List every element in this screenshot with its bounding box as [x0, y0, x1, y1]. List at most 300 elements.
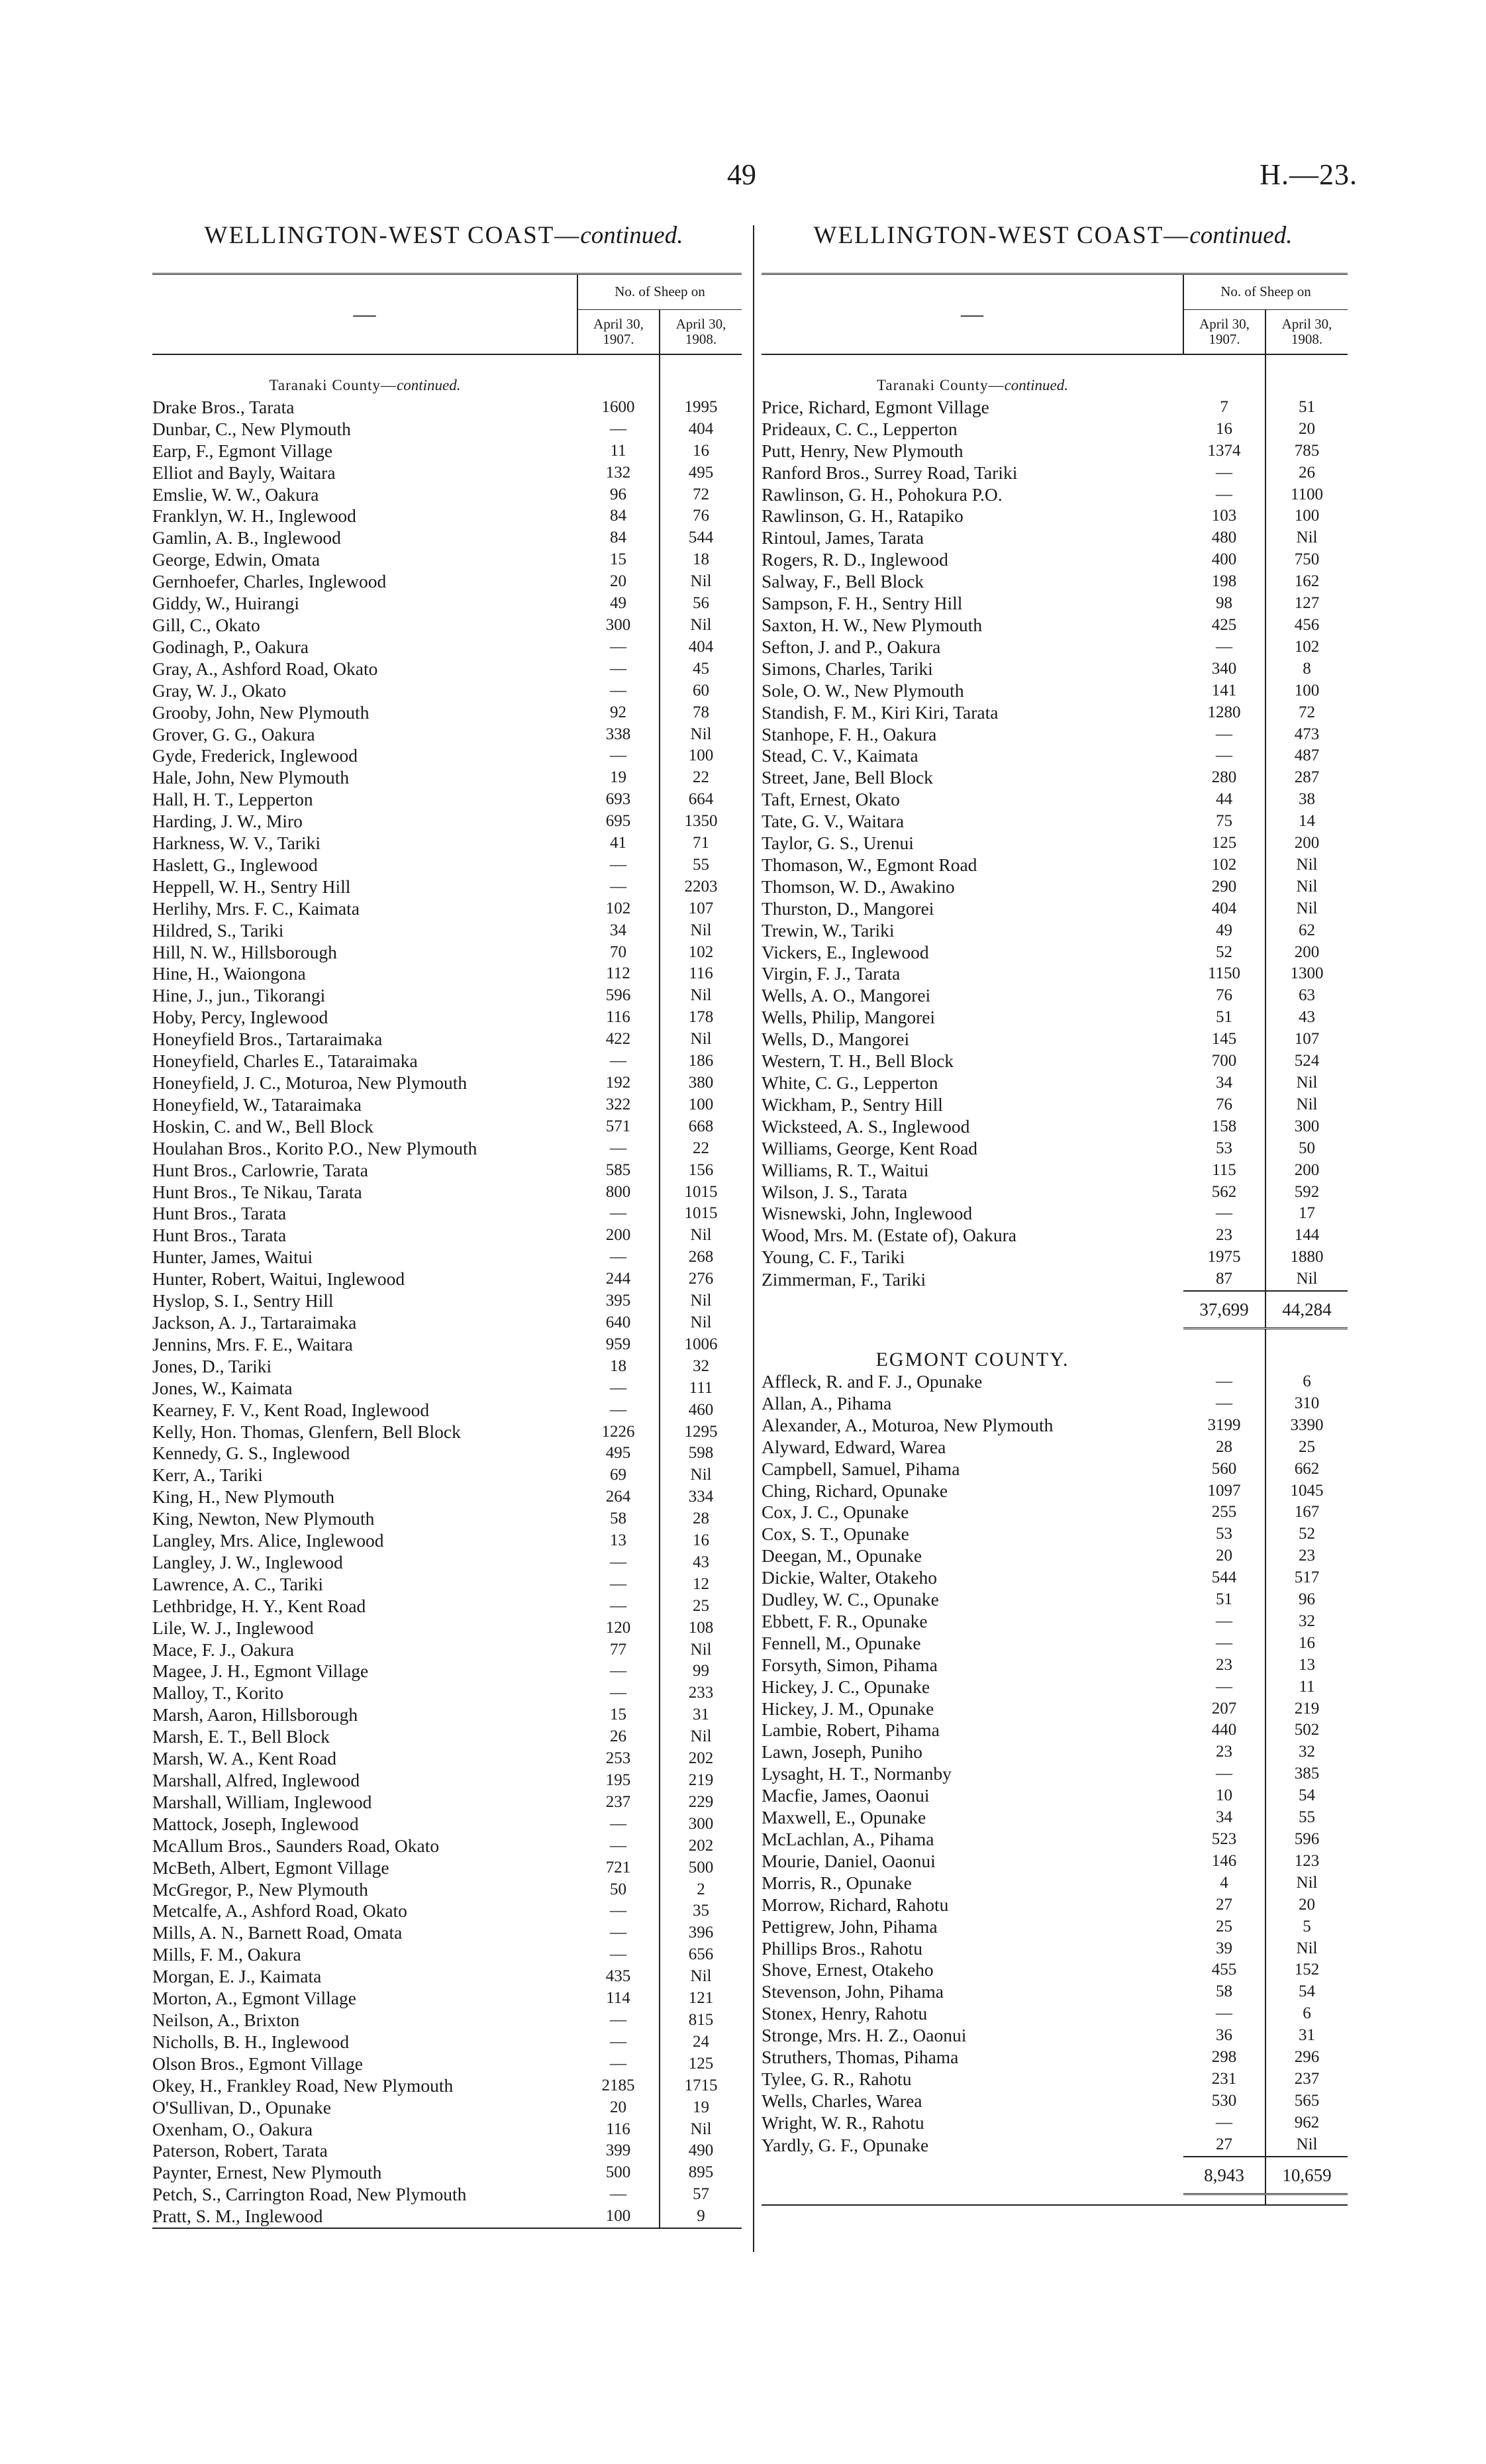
owner-name: Prideaux, C. C., Lepperton [762, 418, 958, 439]
sheep-1907: 96 [577, 484, 660, 506]
owner-name: Gill, C., Okato [152, 614, 260, 635]
sheep-1907: — [1183, 484, 1265, 506]
owner-name: Cox, S. T., Opunake [762, 1523, 909, 1545]
sheep-1908: 56 [692, 594, 709, 613]
owner-name: Williams, R. T., Waitui [762, 1159, 929, 1180]
table-row [152, 1726, 742, 1748]
owner-name: Marsh, Aaron, Hillsborough [152, 1704, 358, 1725]
owner-name: Elliot and Bayly, Waitara [152, 462, 336, 483]
owner-name: Grooby, John, New Plymouth [152, 701, 370, 723]
sheep-1908: 45 [692, 659, 709, 678]
sheep-1908: Nil [1296, 529, 1318, 547]
sheep-1908: 50 [1298, 1139, 1315, 1157]
sheep-1907: 322 [577, 1094, 660, 1116]
sheep-1907: — [1183, 637, 1265, 658]
total-label [762, 1291, 1183, 1329]
owner-name: Maxwell, E., Opunake [762, 1807, 926, 1828]
sheep-1908: 51 [1298, 397, 1315, 416]
sheep-1907: 49 [1183, 920, 1265, 942]
sheep-1908: Nil [690, 2120, 712, 2138]
table-row [152, 1138, 742, 1160]
sheep-1908: 276 [688, 1270, 714, 1288]
sheep-1907: 399 [577, 2140, 660, 2162]
sheep-1907: 300 [577, 615, 660, 637]
table-row [762, 920, 1348, 942]
sheep-1907: 19 [577, 767, 660, 789]
table-row [762, 1116, 1348, 1138]
owner-name: Taylor, G. S., Urenui [762, 833, 914, 854]
sheep-1907: 34 [1183, 1072, 1265, 1094]
sheep-1907: 52 [1183, 942, 1265, 964]
owner-name: Ching, Richard, Opunake [762, 1480, 948, 1501]
sheep-1908: 121 [688, 1989, 714, 2008]
table-row [762, 789, 1348, 811]
sheep-1907: — [577, 1814, 660, 1835]
owner-name: Hunt Bros., Carlowrie, Tarata [152, 1159, 368, 1180]
sheep-1908: Nil [690, 1226, 712, 1245]
owner-name: Hickey, J. M., Opunake [762, 1698, 934, 1719]
sheep-1908: 202 [688, 1749, 714, 1768]
owner-name: Pettigrew, John, Pihama [762, 1916, 938, 1937]
egmont-county-heading: EGMONT COUNTY. [875, 1349, 1069, 1371]
owner-name: Kerr, A., Tariki [152, 1464, 263, 1486]
sheep-1907: 100 [577, 2206, 660, 2228]
page-number: 49 [727, 158, 756, 191]
sheep-1908: 35 [692, 1902, 709, 1920]
owner-name: Mourie, Daniel, Oaonui [762, 1850, 936, 1871]
sheep-1908: 544 [688, 529, 714, 547]
sheep-1908: 125 [688, 2054, 714, 2073]
table-row [152, 505, 742, 527]
table-row [762, 1203, 1348, 1225]
table-row [152, 2140, 742, 2162]
sheep-1908: 1045 [1290, 1481, 1324, 1500]
right-column-title [762, 221, 1344, 250]
sheep-1907: 298 [1183, 2047, 1265, 2069]
owner-name: Wells, Philip, Mangorei [762, 1007, 936, 1028]
sheep-1908: 108 [688, 1618, 714, 1637]
left-column [152, 273, 742, 2232]
owner-name: Gamlin, A. B., Inglewood [152, 527, 341, 548]
table-row [152, 1661, 742, 1682]
sheep-1908: 76 [692, 507, 709, 525]
sheep-1907: 290 [1183, 876, 1265, 898]
table-row [762, 1851, 1348, 1873]
owner-name: Street, Jane, Bell Block [762, 767, 933, 788]
sheep-1908: 233 [688, 1684, 714, 1702]
table-row [152, 1530, 742, 1552]
table-row [152, 1814, 742, 1835]
sheep-1908: 750 [1294, 550, 1320, 569]
sheep-1907: 198 [1183, 571, 1265, 593]
sheep-1907: 640 [577, 1312, 660, 1334]
table-row [762, 854, 1348, 876]
sheep-1907: 1600 [577, 397, 660, 419]
table-row [762, 1589, 1348, 1611]
table-row [152, 1225, 742, 1247]
sheep-1908: 237 [1294, 2069, 1320, 2088]
sheep-1907: — [577, 1596, 660, 1617]
table-row [152, 942, 742, 964]
sheep-1907: — [577, 1203, 660, 1225]
sheep-1908: 6 [1303, 1372, 1311, 1390]
table-row [762, 2134, 1348, 2157]
sheep-1907: — [1183, 745, 1265, 767]
sheep-1908: 6 [1303, 2004, 1311, 2023]
sheep-1907: — [1183, 1393, 1265, 1415]
owner-name: Honeyfield, Charles E., Tataraimaka [152, 1051, 418, 1072]
owner-name: O'Sullivan, D., Opunake [152, 2096, 331, 2118]
owner-name: Honeyfield, J. C., Moturoa, New Plymouth [152, 1072, 468, 1093]
owner-name: Franklyn, W. H., Inglewood [152, 505, 356, 527]
sheep-1907: 693 [577, 789, 660, 811]
sheep-1907: 77 [577, 1639, 660, 1661]
sheep-1908: 334 [688, 1488, 714, 1506]
sheep-1908: 19 [692, 2098, 709, 2116]
table-row [152, 985, 742, 1007]
table-row [762, 1007, 1348, 1029]
table-row [152, 745, 742, 767]
owner-name: Gyde, Frederick, Inglewood [152, 745, 358, 766]
table-row [152, 593, 742, 615]
sheep-1907: 255 [1183, 1502, 1265, 1523]
table-row [762, 615, 1348, 637]
sheep-1907: 53 [1183, 1138, 1265, 1160]
sheep-1908: 25 [692, 1596, 709, 1615]
sheep-1908: 3390 [1290, 1415, 1324, 1434]
sheep-1908: 487 [1294, 746, 1320, 765]
sheep-1907: — [577, 419, 660, 440]
sheep-1908: 815 [688, 2010, 714, 2029]
owner-name: Hine, J., jun., Tikorangi [152, 985, 326, 1006]
owner-name: Alexander, A., Moturoa, New Plymouth [762, 1414, 1054, 1435]
sheep-1908: 63 [1298, 986, 1315, 1005]
sheep-1908: 962 [1294, 2113, 1320, 2131]
owner-name: Magee, J. H., Egmont Village [152, 1661, 369, 1682]
owner-name: Malloy, T., Korito [152, 1682, 284, 1704]
sheep-1908: 495 [688, 463, 714, 482]
sheep-1907: 84 [577, 505, 660, 527]
sheep-1907: — [577, 2010, 660, 2031]
owner-name: Pratt, S. M., Inglewood [152, 2206, 323, 2227]
total-1908: 44,284 [1265, 1291, 1348, 1329]
sheep-1908: 32 [1298, 1612, 1315, 1630]
table-row [152, 2184, 742, 2206]
sheep-1907: 338 [577, 724, 660, 746]
table-row [762, 745, 1348, 767]
sheep-1908: 300 [688, 1814, 714, 1833]
owner-name: Ranford Bros., Surrey Road, Tariki [762, 462, 1018, 483]
sheep-1907: 58 [577, 1508, 660, 1530]
sheep-1907: — [577, 1900, 660, 1922]
owner-name: Hunter, Robert, Waitui, Inglewood [152, 1268, 405, 1290]
sheep-1908: 1015 [684, 1182, 718, 1201]
sheep-1907: — [577, 1661, 660, 1682]
owner-name: Honeyfield Bros., Tartaraimaka [152, 1029, 383, 1050]
owner-name: Cox, J. C., Opunake [762, 1502, 909, 1523]
table-row [152, 1464, 742, 1486]
left-column-title [152, 221, 735, 250]
sheep-1908: 200 [1294, 834, 1320, 852]
sheep-1908: 656 [688, 1945, 714, 1964]
table-row [152, 1247, 742, 1268]
sheep-1908: 380 [688, 1074, 714, 1092]
table-row [762, 484, 1348, 506]
owner-name: Jackson, A. J., Tartaraimaka [152, 1311, 357, 1333]
owner-name: Gray, A., Ashford Road, Okato [152, 658, 378, 679]
sheep-1908: 71 [692, 834, 709, 852]
owner-name: Lambie, Robert, Pihama [762, 1720, 940, 1741]
table-row [762, 1959, 1348, 1981]
owner-name: Petch, S., Carrington Road, New Plymouth [152, 2184, 467, 2205]
sheep-1907: 41 [577, 833, 660, 854]
sheep-1908: Nil [1296, 855, 1318, 874]
table-row [152, 1879, 742, 1901]
table-row [152, 702, 742, 724]
sheep-1907: 27 [1183, 1894, 1265, 1916]
sheep-1908: 107 [1294, 1030, 1320, 1049]
sheep-1908: 296 [1294, 2048, 1320, 2067]
table-row [152, 1072, 742, 1094]
owner-name: Langley, Mrs. Alice, Inglewood [152, 1530, 384, 1551]
sheep-1908: Nil [1296, 1873, 1318, 1892]
table-row [762, 1676, 1348, 1698]
owner-name: Wright, W. R., Rahotu [762, 2112, 924, 2133]
sheep-1908: Nil [690, 986, 712, 1005]
owner-name: Wicksteed, A. S., Inglewood [762, 1115, 970, 1137]
date-1908-header: April 30, 1908. [660, 310, 742, 355]
total-1907: 37,699 [1183, 1291, 1265, 1329]
owner-header: — [762, 274, 1183, 355]
owner-name: Simons, Charles, Tariki [762, 658, 933, 679]
sheep-1908: 54 [1298, 1786, 1315, 1805]
table-row [152, 1203, 742, 1225]
sheep-1907: 244 [577, 1268, 660, 1290]
sheep-1907: — [577, 1922, 660, 1944]
sheep-1908: 13 [1298, 1655, 1315, 1674]
owner-name: Dudley, W. C., Opunake [762, 1589, 939, 1610]
sheep-1908: 517 [1294, 1568, 1320, 1587]
owner-name: Trewin, W., Tariki [762, 919, 895, 941]
owner-name: Affleck, R. and F. J., Opunake [762, 1370, 983, 1392]
owner-name: Sampson, F. H., Sentry Hill [762, 593, 963, 614]
sheep-1908: 178 [688, 1008, 714, 1027]
sheep-1908: Nil [690, 725, 712, 743]
sheep-1907: 34 [577, 920, 660, 942]
table-row [152, 1116, 742, 1138]
sheep-1907: 103 [1183, 505, 1265, 527]
sheep-1907: 141 [1183, 680, 1265, 702]
sheep-1908: Nil [690, 1292, 712, 1310]
sheep-1907: 23 [1183, 1655, 1265, 1676]
owner-name: Stanhope, F. H., Oakura [762, 723, 937, 744]
sheep-1907: 34 [1183, 1807, 1265, 1829]
table-row [152, 637, 742, 658]
table-row [152, 1770, 742, 1792]
owner-name: Morton, A., Egmont Village [152, 1988, 356, 2009]
sheep-1907: 585 [577, 1160, 660, 1182]
sheep-1907: 495 [577, 1443, 660, 1464]
sheep-1908: Nil [1296, 2135, 1318, 2153]
sheep-1907: — [577, 854, 660, 876]
owner-name: Harkness, W. V., Tariki [152, 833, 321, 854]
owner-name: Deegan, M., Opunake [762, 1545, 922, 1566]
sheep-1908: 16 [1298, 1633, 1315, 1652]
table-row [762, 1094, 1348, 1116]
sheep-1908: 32 [692, 1357, 709, 1375]
sheep-1907: 15 [577, 549, 660, 571]
owner-name: Hine, H., Waiongona [152, 963, 306, 984]
owner-name: Thomason, W., Egmont Road [762, 854, 977, 875]
owner-name: Rawlinson, G. H., Pohokura P.O. [762, 484, 1003, 505]
table-row [762, 419, 1348, 440]
sheep-1907: 530 [1183, 2090, 1265, 2112]
table-row [152, 1966, 742, 1988]
table-row [152, 658, 742, 680]
table-row [762, 658, 1348, 680]
table-row [762, 1393, 1348, 1415]
table-row [152, 1051, 742, 1072]
sheep-1908: Nil [690, 1313, 712, 1331]
table-row [762, 1763, 1348, 1785]
owner-name: Langley, J. W., Inglewood [152, 1551, 343, 1572]
sheep-1908: 100 [1294, 681, 1320, 699]
table-row [152, 1944, 742, 1966]
left-sheep-table [152, 273, 742, 2232]
sheep-1908: 2 [697, 1880, 705, 1898]
sheep-1908: 100 [688, 1095, 714, 1113]
section-heading-main: Taranaki County— [269, 377, 397, 393]
sheep-1908: 22 [692, 1139, 709, 1157]
sheep-1907: 102 [1183, 854, 1265, 876]
owner-name: Tate, G. V., Waitara [762, 811, 905, 832]
owner-name: Lawn, Joseph, Puniho [762, 1741, 922, 1763]
owner-name: Hickey, J. C., Opunake [762, 1676, 930, 1697]
owner-name: Kearney, F. V., Kent Road, Inglewood [152, 1399, 430, 1420]
owner-name: Marshall, William, Inglewood [152, 1791, 372, 1812]
sheep-1907: 264 [577, 1486, 660, 1508]
sheep-1907: 1226 [577, 1421, 660, 1443]
table-row [152, 1704, 742, 1726]
sheep-1908: 107 [688, 899, 714, 917]
sheep-1908: Nil [1296, 1270, 1318, 1288]
sheep-1907: 425 [1183, 615, 1265, 637]
table-row [152, 1268, 742, 1290]
sheep-1908: 1100 [1290, 485, 1324, 503]
owner-name: Hunt Bros., Te Nikau, Tarata [152, 1181, 362, 1202]
egmont-heading-row [762, 1349, 1348, 1371]
sheep-1908: 1300 [1290, 964, 1324, 983]
sheep-1908: 186 [688, 1052, 714, 1070]
taranaki-total-row [762, 1291, 1348, 1329]
sheep-1908: 31 [692, 1706, 709, 1724]
sheep-1907: 7 [1183, 397, 1265, 419]
sheep-1908: 1295 [684, 1422, 718, 1441]
sheep-1908: 500 [688, 1858, 714, 1876]
sheep-1908: 668 [688, 1117, 714, 1135]
owner-name: Neilson, A., Brixton [152, 2009, 300, 2030]
table-row [762, 985, 1348, 1007]
sheep-1907: 695 [577, 811, 660, 833]
sheep-1907: 500 [577, 2162, 660, 2184]
table-row [152, 2031, 742, 2053]
sheep-1907: 1097 [1183, 1480, 1265, 1502]
table-row [152, 2053, 742, 2075]
sheep-1907: 125 [1183, 833, 1265, 854]
sheep-1907: 23 [1183, 1225, 1265, 1247]
sheep-1908: 17 [1298, 1204, 1315, 1223]
table-row [152, 2075, 742, 2097]
owner-name: Mattock, Joseph, Inglewood [152, 1813, 359, 1834]
sheep-1908: 100 [688, 746, 714, 765]
sheep-1908: 9 [697, 2207, 705, 2226]
table-row [762, 1138, 1348, 1160]
sheep-1907: — [1183, 1611, 1265, 1633]
owner-name: McLachlan, A., Pihama [762, 1829, 934, 1849]
table-row [152, 1486, 742, 1508]
owner-name: Lawrence, A. C., Tariki [152, 1573, 323, 1594]
table-row [152, 1334, 742, 1356]
owner-name: Sole, O. W., New Plymouth [762, 680, 964, 701]
table-row [762, 1720, 1348, 1741]
table-row [152, 2010, 742, 2031]
sheep-1908: 38 [1298, 790, 1315, 809]
sheep-1907: — [577, 2053, 660, 2075]
sheep-1907: 51 [1183, 1589, 1265, 1611]
sheep-1908: Nil [690, 1967, 712, 1986]
sheep-1907: — [1183, 1763, 1265, 1785]
sheep-1908: 268 [688, 1248, 714, 1266]
table-row [762, 1502, 1348, 1523]
sheep-1907: 87 [1183, 1268, 1265, 1291]
sheep-1907: 700 [1183, 1051, 1265, 1072]
sheep-1908: 78 [692, 703, 709, 721]
owner-name: King, Newton, New Plymouth [152, 1508, 375, 1529]
table-row [762, 2090, 1348, 2112]
table-row [152, 484, 742, 506]
sheep-1908: 43 [1298, 1008, 1315, 1027]
section-heading-continued: continued. [397, 377, 461, 393]
sheep-1907: 58 [1183, 1981, 1265, 2003]
sheep-1908: 127 [1294, 594, 1320, 613]
sheep-1908: 62 [1298, 921, 1315, 939]
sheep-1908: Nil [1296, 1095, 1318, 1113]
sheep-1907: 51 [1183, 1007, 1265, 1029]
sheep-1908: 219 [688, 1771, 714, 1789]
sheep-1908: 96 [1298, 1590, 1315, 1609]
owner-name: Rawlinson, G. H., Ratapiko [762, 505, 964, 527]
owner-name: Thurston, D., Mangorei [762, 898, 934, 919]
sheep-1908: 20 [1298, 1895, 1315, 1914]
date-1908-header: April 30, 1908. [1265, 310, 1348, 355]
date-1907-header: April 30, 1907. [1183, 310, 1265, 355]
sheep-1908: 460 [688, 1400, 714, 1419]
sheep-1907: 280 [1183, 767, 1265, 789]
table-row [762, 440, 1348, 462]
sheep-1908: 20 [1298, 419, 1315, 438]
table-row [762, 1567, 1348, 1589]
sheep-1908: 1350 [684, 812, 718, 831]
sheep-1908: 52 [1298, 1525, 1315, 1543]
sheep-1907: 231 [1183, 2069, 1265, 2090]
sheep-1907: 1280 [1183, 702, 1265, 724]
sheep-1907: — [577, 1378, 660, 1400]
table-row [152, 963, 742, 985]
owner-name: Putt, Henry, New Plymouth [762, 440, 964, 461]
table-row [762, 1247, 1348, 1268]
table-row [152, 1835, 742, 1857]
sheep-1907: 422 [577, 1029, 660, 1051]
